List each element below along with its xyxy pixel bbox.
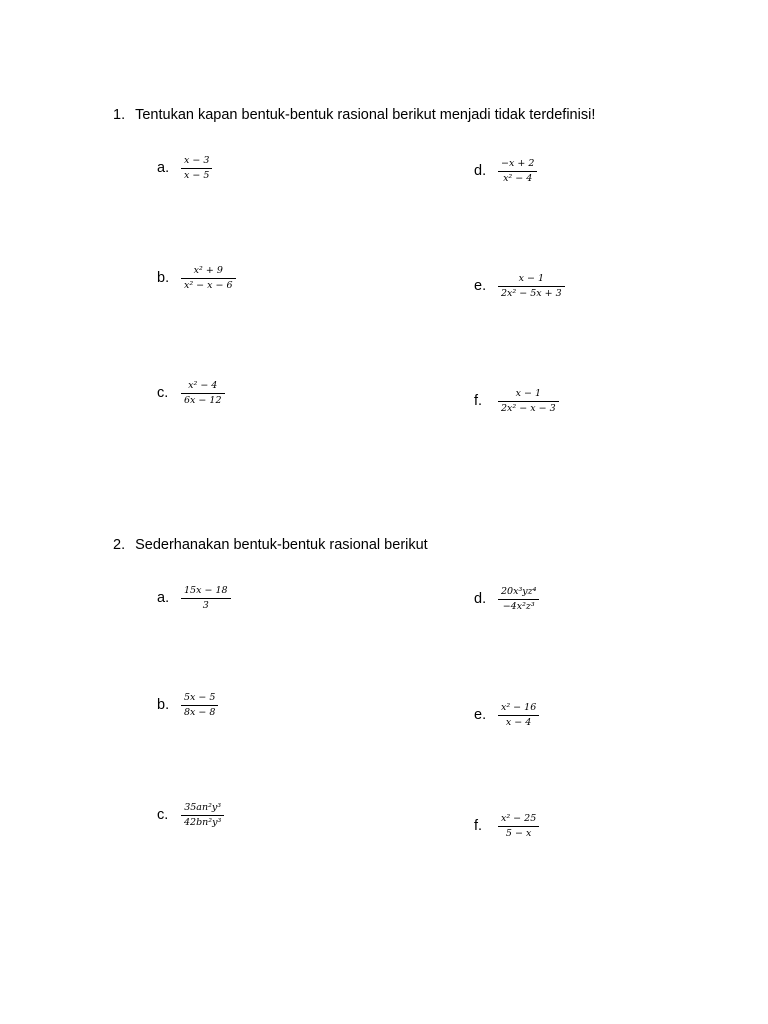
numerator: 5x − 5 (184, 692, 216, 703)
exercise-2f (474, 814, 539, 838)
denominator: x − 5 (184, 169, 210, 181)
denominator: 2x² − x − 3 (501, 402, 556, 414)
fraction (181, 156, 212, 180)
exercise-2a (157, 586, 231, 610)
numerator: x² − 16 (501, 702, 537, 713)
fraction (181, 693, 218, 717)
numerator: 20x³yz⁴ (501, 586, 537, 597)
question-instruction: Sederhanakan bentuk-bentuk rasional berikut (135, 537, 428, 553)
item-label: f. (474, 393, 483, 409)
denominator: 42bn²y³ (184, 816, 222, 828)
item-label: f. (474, 818, 483, 834)
fraction (181, 803, 224, 827)
numerator: x² − 4 (188, 380, 218, 391)
exercise-1d (474, 159, 537, 183)
exercise-2c (157, 803, 224, 827)
numerator: x² − 25 (501, 813, 537, 824)
fraction (498, 389, 559, 413)
numerator: x² + 9 (193, 265, 223, 276)
denominator: x² − x − 6 (184, 279, 233, 291)
denominator: −4x²z³ (502, 600, 535, 612)
item-label: b. (157, 697, 170, 713)
question-number: 2. (113, 537, 126, 553)
item-label: c. (157, 807, 169, 823)
denominator: 6x − 12 (184, 394, 222, 406)
question-number: 1. (113, 107, 126, 123)
exercise-2b (157, 693, 218, 717)
exercise-1f (474, 389, 559, 413)
denominator: x² − 4 (503, 172, 533, 184)
numerator: −x + 2 (501, 158, 535, 169)
fraction (498, 814, 539, 838)
denominator: 8x − 8 (184, 706, 216, 718)
exercise-1b (157, 266, 236, 290)
exercise-1e (474, 274, 565, 298)
exercise-1c (157, 381, 225, 405)
item-label: a. (157, 160, 170, 176)
item-label: b. (157, 270, 170, 286)
fraction (181, 266, 236, 290)
fraction (181, 586, 231, 610)
denominator: 2x² − 5x + 3 (501, 287, 562, 299)
item-label: a. (157, 590, 170, 606)
item-label: d. (474, 591, 487, 607)
fraction (181, 381, 225, 405)
fraction (498, 159, 537, 183)
question-1 (113, 107, 595, 123)
exercise-1a (157, 156, 212, 180)
item-label: e. (474, 278, 487, 294)
denominator: 3 (202, 599, 209, 611)
question-instruction: Tentukan kapan bentuk-bentuk rasional berikut menjadi tidak terdefinisi! (135, 107, 596, 123)
numerator: x − 1 (518, 273, 545, 284)
numerator: x − 1 (515, 388, 542, 399)
numerator: 15x − 18 (184, 585, 228, 596)
item-label: c. (157, 385, 169, 401)
question-2 (113, 537, 428, 553)
fraction (498, 587, 539, 611)
exercise-2e (474, 703, 539, 727)
item-label: d. (474, 163, 487, 179)
item-label: e. (474, 707, 487, 723)
numerator: x − 3 (184, 155, 210, 166)
fraction (498, 703, 539, 727)
exercise-2d (474, 587, 539, 611)
fraction (498, 274, 565, 298)
numerator: 35an²y³ (184, 802, 222, 813)
denominator: x − 4 (505, 716, 532, 728)
denominator: 5 − x (505, 827, 532, 839)
